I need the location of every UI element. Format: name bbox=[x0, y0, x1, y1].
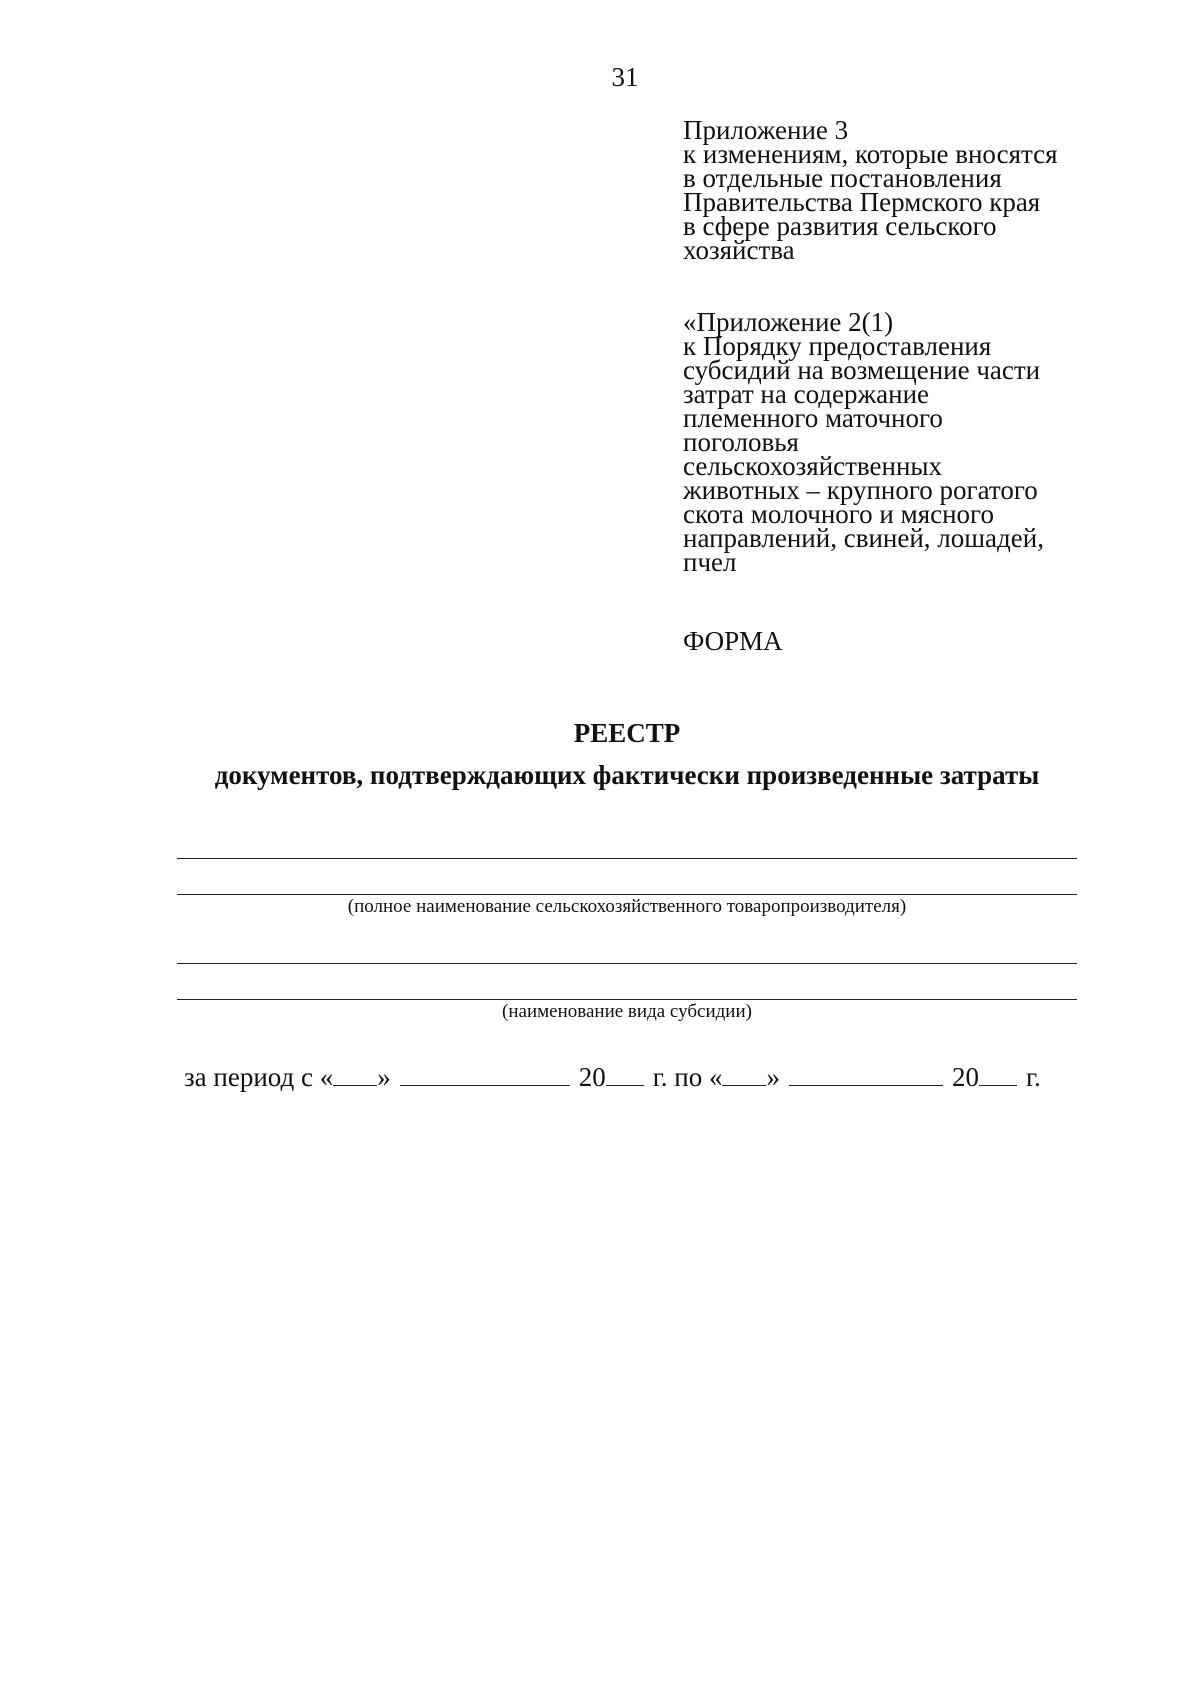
appendix-line: животных – крупного рогатого bbox=[683, 475, 1038, 505]
appendix-line: поголовья bbox=[683, 427, 799, 457]
producer-name-line-2[interactable] bbox=[177, 894, 1077, 895]
producer-name-line-1[interactable] bbox=[177, 858, 1077, 859]
appendix-line: Приложение 3 bbox=[683, 115, 849, 145]
appendix-line: Правительства Пермского края bbox=[683, 187, 1041, 217]
appendix-line: в отдельные постановления bbox=[683, 163, 1002, 193]
appendix-line: племенного маточного bbox=[683, 403, 943, 433]
start-month-blank[interactable] bbox=[400, 1065, 570, 1086]
producer-name-caption: (полное наименование сельскохозяйственного товаропроизводителя) bbox=[347, 896, 907, 917]
start-year-blank[interactable] bbox=[606, 1065, 644, 1086]
period-to-text: г. по « bbox=[652, 1062, 723, 1092]
appendix-line: «Приложение 2(1) bbox=[683, 307, 894, 337]
appendix-line: пчел bbox=[683, 547, 737, 577]
appendix-line: сельскохозяйственных bbox=[683, 451, 943, 481]
appendix-line: субсидий на возмещение части bbox=[683, 355, 1041, 385]
appendix-line: скота молочного и мясного bbox=[683, 499, 994, 529]
end-year-prefix: 20 bbox=[951, 1062, 979, 1092]
end-month-blank[interactable] bbox=[789, 1065, 943, 1086]
appendix-2-1-header bbox=[683, 307, 1103, 577]
appendix-line: хозяйства bbox=[683, 235, 795, 265]
subsidy-type-line-2[interactable] bbox=[177, 999, 1077, 1000]
end-day-blank[interactable] bbox=[722, 1065, 766, 1086]
start-year-prefix: 20 bbox=[578, 1062, 606, 1092]
appendix-line: к изменениям, которые вносятся bbox=[683, 139, 1058, 169]
appendix-line: к Порядку предоставления bbox=[683, 331, 992, 361]
appendix-line: затрат на содержание bbox=[683, 379, 930, 409]
end-year-blank[interactable] bbox=[979, 1065, 1017, 1086]
page-number: 31 bbox=[611, 62, 639, 92]
appendix-line: в сфере развития сельского bbox=[683, 211, 997, 241]
document-title: РЕЕСТР bbox=[573, 718, 681, 748]
subsidy-type-line-1[interactable] bbox=[177, 963, 1077, 964]
appendix-line: направлений, свиней, лошадей, bbox=[683, 523, 1044, 553]
start-day-blank[interactable] bbox=[333, 1065, 377, 1086]
document-subtitle: документов, подтверждающих фактически произведенные затраты bbox=[214, 760, 1040, 790]
close-quote: » bbox=[766, 1062, 780, 1092]
period-end-text: г. bbox=[1025, 1062, 1041, 1092]
appendix-3-header bbox=[683, 115, 1103, 265]
period-line bbox=[184, 1062, 1041, 1093]
subsidy-type-caption: (наименование вида субсидии) bbox=[502, 1001, 752, 1022]
form-label: ФОРМА bbox=[683, 626, 783, 656]
period-prefix: за период с « bbox=[184, 1062, 334, 1092]
close-quote: » bbox=[377, 1062, 391, 1092]
